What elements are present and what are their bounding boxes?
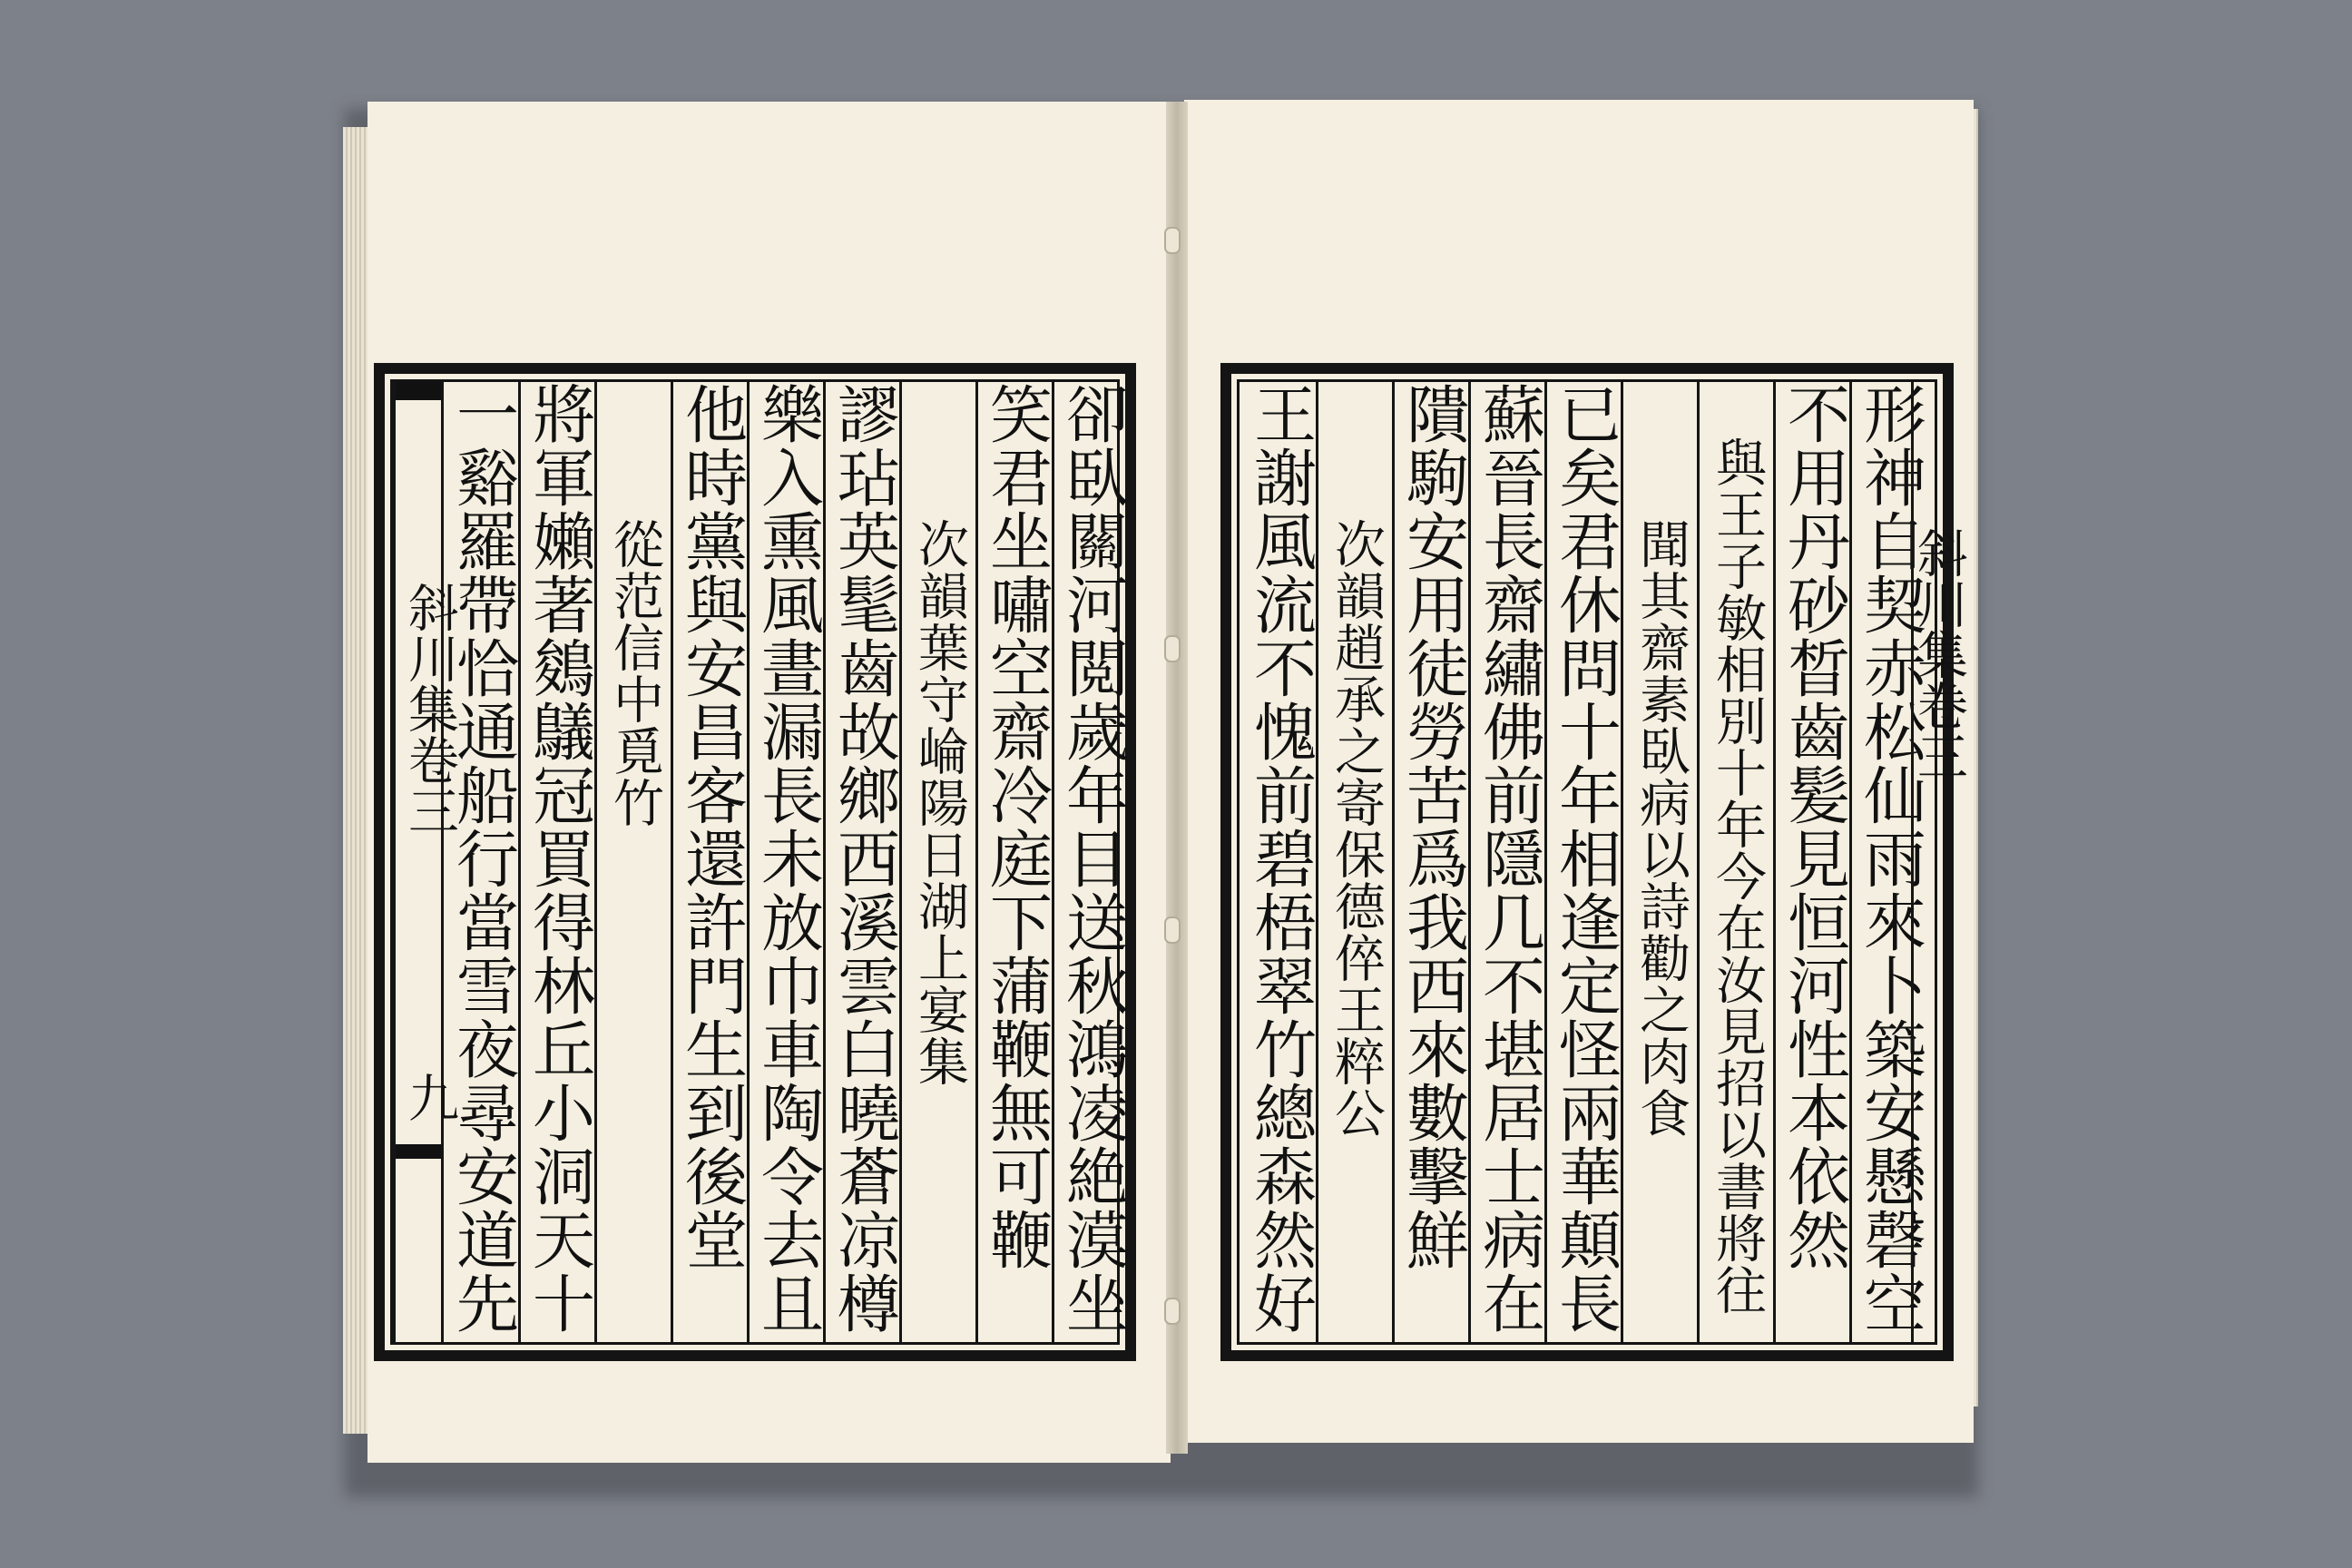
right-text-frame bbox=[1220, 363, 1968, 1361]
left-page-edge bbox=[343, 127, 370, 1434]
banxin-fold bbox=[393, 382, 444, 1342]
binding-stitch bbox=[1164, 635, 1181, 662]
banxin-title: 斜川集卷三 bbox=[400, 582, 459, 836]
text-column-heading: 次韻葉守崘陽日湖上宴集 bbox=[910, 518, 969, 1087]
text-column: 笑君坐嘯空齋冷庭下蒲鞭無可鞭 bbox=[979, 382, 1052, 1271]
text-column: 不用丹砂晳齒髪見恒河性本依然 bbox=[1777, 382, 1849, 1271]
fishtail-block bbox=[396, 1144, 441, 1159]
column-rule bbox=[671, 382, 673, 1342]
text-column: 隤駒安用徒勞苦爲我西來數擊鮮 bbox=[1396, 382, 1468, 1271]
text-column: 將軍嬾著鵕鸃冠買得林丘小洞天十 bbox=[522, 382, 594, 1335]
banxin-title: 斜川集卷三 bbox=[1909, 527, 1968, 781]
left-text-frame bbox=[374, 363, 1136, 1361]
column-rule bbox=[823, 382, 826, 1342]
column-rule bbox=[1849, 382, 1852, 1342]
text-column: 形神自契赤松仙雨來卜築安懸磬空 bbox=[1853, 382, 1926, 1335]
column-rule bbox=[1697, 382, 1700, 1342]
text-column: 蘇晉長齋繡佛前隱几不堪居士病在 bbox=[1472, 382, 1544, 1335]
binding-stitch bbox=[1164, 1298, 1181, 1325]
column-rule bbox=[1468, 382, 1471, 1342]
text-column: 謬玷英髦齒故鄉西溪雲白曉蒼凉樽 bbox=[827, 382, 899, 1335]
column-rule bbox=[975, 382, 978, 1342]
column-rule bbox=[1544, 382, 1547, 1342]
text-column: 卻臥關河閲歲年目送秋鴻凌絶漠坐 bbox=[1055, 382, 1128, 1335]
text-column-heading: 次韻趙承之寄保德倅王粹公 bbox=[1327, 518, 1386, 1139]
text-column: 一谿羅帶恰通船行當雪夜尋安道先 bbox=[446, 382, 518, 1335]
banxin-fold bbox=[1911, 382, 1941, 1342]
text-column: 已矣君休問十年相逢定怪兩華顛長 bbox=[1548, 382, 1621, 1335]
text-column-heading: 與王子敏相別十年今在汝見招以書將往 bbox=[1708, 436, 1767, 1316]
column-rule bbox=[518, 382, 521, 1342]
fishtail-block bbox=[396, 382, 441, 400]
column-rule bbox=[1773, 382, 1776, 1342]
binding-stitch bbox=[1164, 227, 1181, 254]
left-columns-area bbox=[393, 382, 1128, 1342]
text-column: 他時黨與安昌客還許門生到後堂 bbox=[674, 382, 747, 1271]
text-column-heading: 從范信中覓竹 bbox=[605, 518, 664, 828]
book-gutter bbox=[1166, 102, 1188, 1454]
column-rule bbox=[1621, 382, 1623, 1342]
page-number: 九 bbox=[400, 1072, 459, 1122]
column-rule bbox=[1052, 382, 1054, 1342]
text-column: 王謝風流不愧前碧梧翠竹總森然好 bbox=[1243, 382, 1316, 1335]
column-rule bbox=[594, 382, 597, 1342]
text-column: 樂入熏風晝漏長未放巾車陶令去且 bbox=[750, 382, 823, 1335]
column-rule bbox=[747, 382, 750, 1342]
column-rule bbox=[1316, 382, 1318, 1342]
right-columns-area bbox=[1240, 382, 1968, 1342]
text-column-heading: 聞其齋素臥病以詩勸之肉食 bbox=[1632, 518, 1690, 1139]
column-rule bbox=[899, 382, 902, 1342]
binding-stitch bbox=[1164, 916, 1181, 944]
column-rule bbox=[1392, 382, 1395, 1342]
